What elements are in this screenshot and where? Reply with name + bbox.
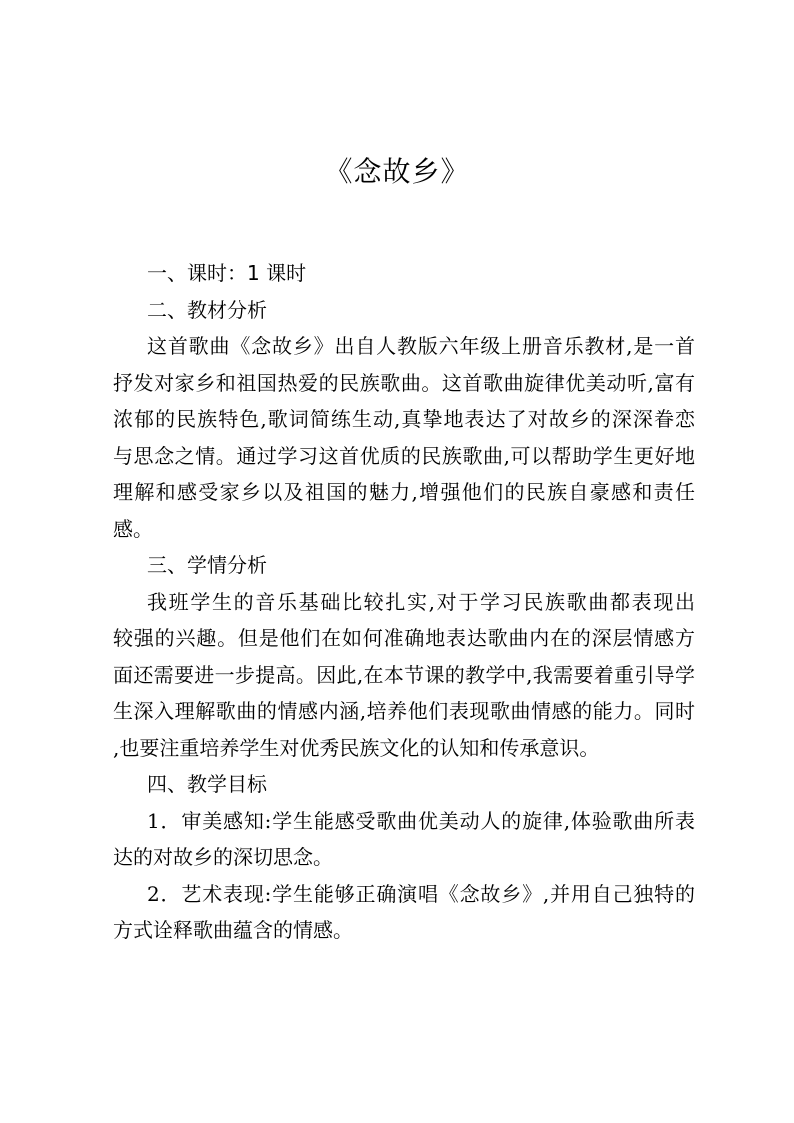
paragraph-line: 理解和感受家乡以及祖国的魅力,增强他们的民族自豪感和责任 <box>113 480 695 504</box>
section-heading-textbook-analysis: 二、教材分析 <box>147 297 267 322</box>
paragraph-line: ,也要注重培养学生对优秀民族文化的认知和传承意识。 <box>113 735 600 760</box>
document-title: 《念故乡》 <box>324 155 470 188</box>
paragraph-line: 方式诠释歌曲蕴含的情感。 <box>113 918 353 942</box>
section-heading-teaching-goals: 四、教学目标 <box>147 772 267 796</box>
paragraph-line: 感。 <box>113 516 153 541</box>
paragraph-line: 生深入理解歌曲的情感内涵,培养他们表现歌曲情感的能力。同时 <box>113 699 695 723</box>
paragraph-line: 1．审美感知:学生能感受歌曲优美动人的旋律,体验歌曲所表 <box>147 808 695 833</box>
paragraph-line: 抒发对家乡和祖国热爱的民族歌曲。这首歌曲旋律优美动听,富有 <box>113 370 695 395</box>
paragraph-line: 我班学生的音乐基础比较扎实,对于学习民族歌曲都表现出 <box>147 589 695 614</box>
goal-aesthetic-perception <box>113 803 695 876</box>
paragraph-textbook-analysis <box>113 328 695 547</box>
paragraph-student-analysis <box>113 584 695 767</box>
document-body <box>113 255 695 949</box>
section-heading-student-analysis: 三、学情分析 <box>147 553 267 577</box>
paragraph-line: 面还需要进一步提高。因此,在本节课的教学中,我需要着重引导学 <box>113 662 695 687</box>
paragraph-line: 2．艺术表现:学生能够正确演唱《念故乡》,并用自己独特的 <box>147 881 695 906</box>
paragraph-line: 与思念之情。通过学习这首优质的民族歌曲,可以帮助学生更好地 <box>113 443 695 468</box>
paragraph-line: 较强的兴趣。但是他们在如何准确地表达歌曲内在的深层情感方 <box>113 626 695 650</box>
paragraph-line: 达的对故乡的深切思念。 <box>113 845 333 869</box>
paragraph-line: 这首歌曲《念故乡》出自人教版六年级上册音乐教材,是一首 <box>147 334 695 358</box>
lesson-hours: 一、课时：1 课时 <box>147 261 307 285</box>
goal-artistic-expression <box>113 876 695 949</box>
paragraph-line: 浓郁的民族特色,歌词简练生动,真挚地表达了对故乡的深深眷恋 <box>113 407 695 431</box>
